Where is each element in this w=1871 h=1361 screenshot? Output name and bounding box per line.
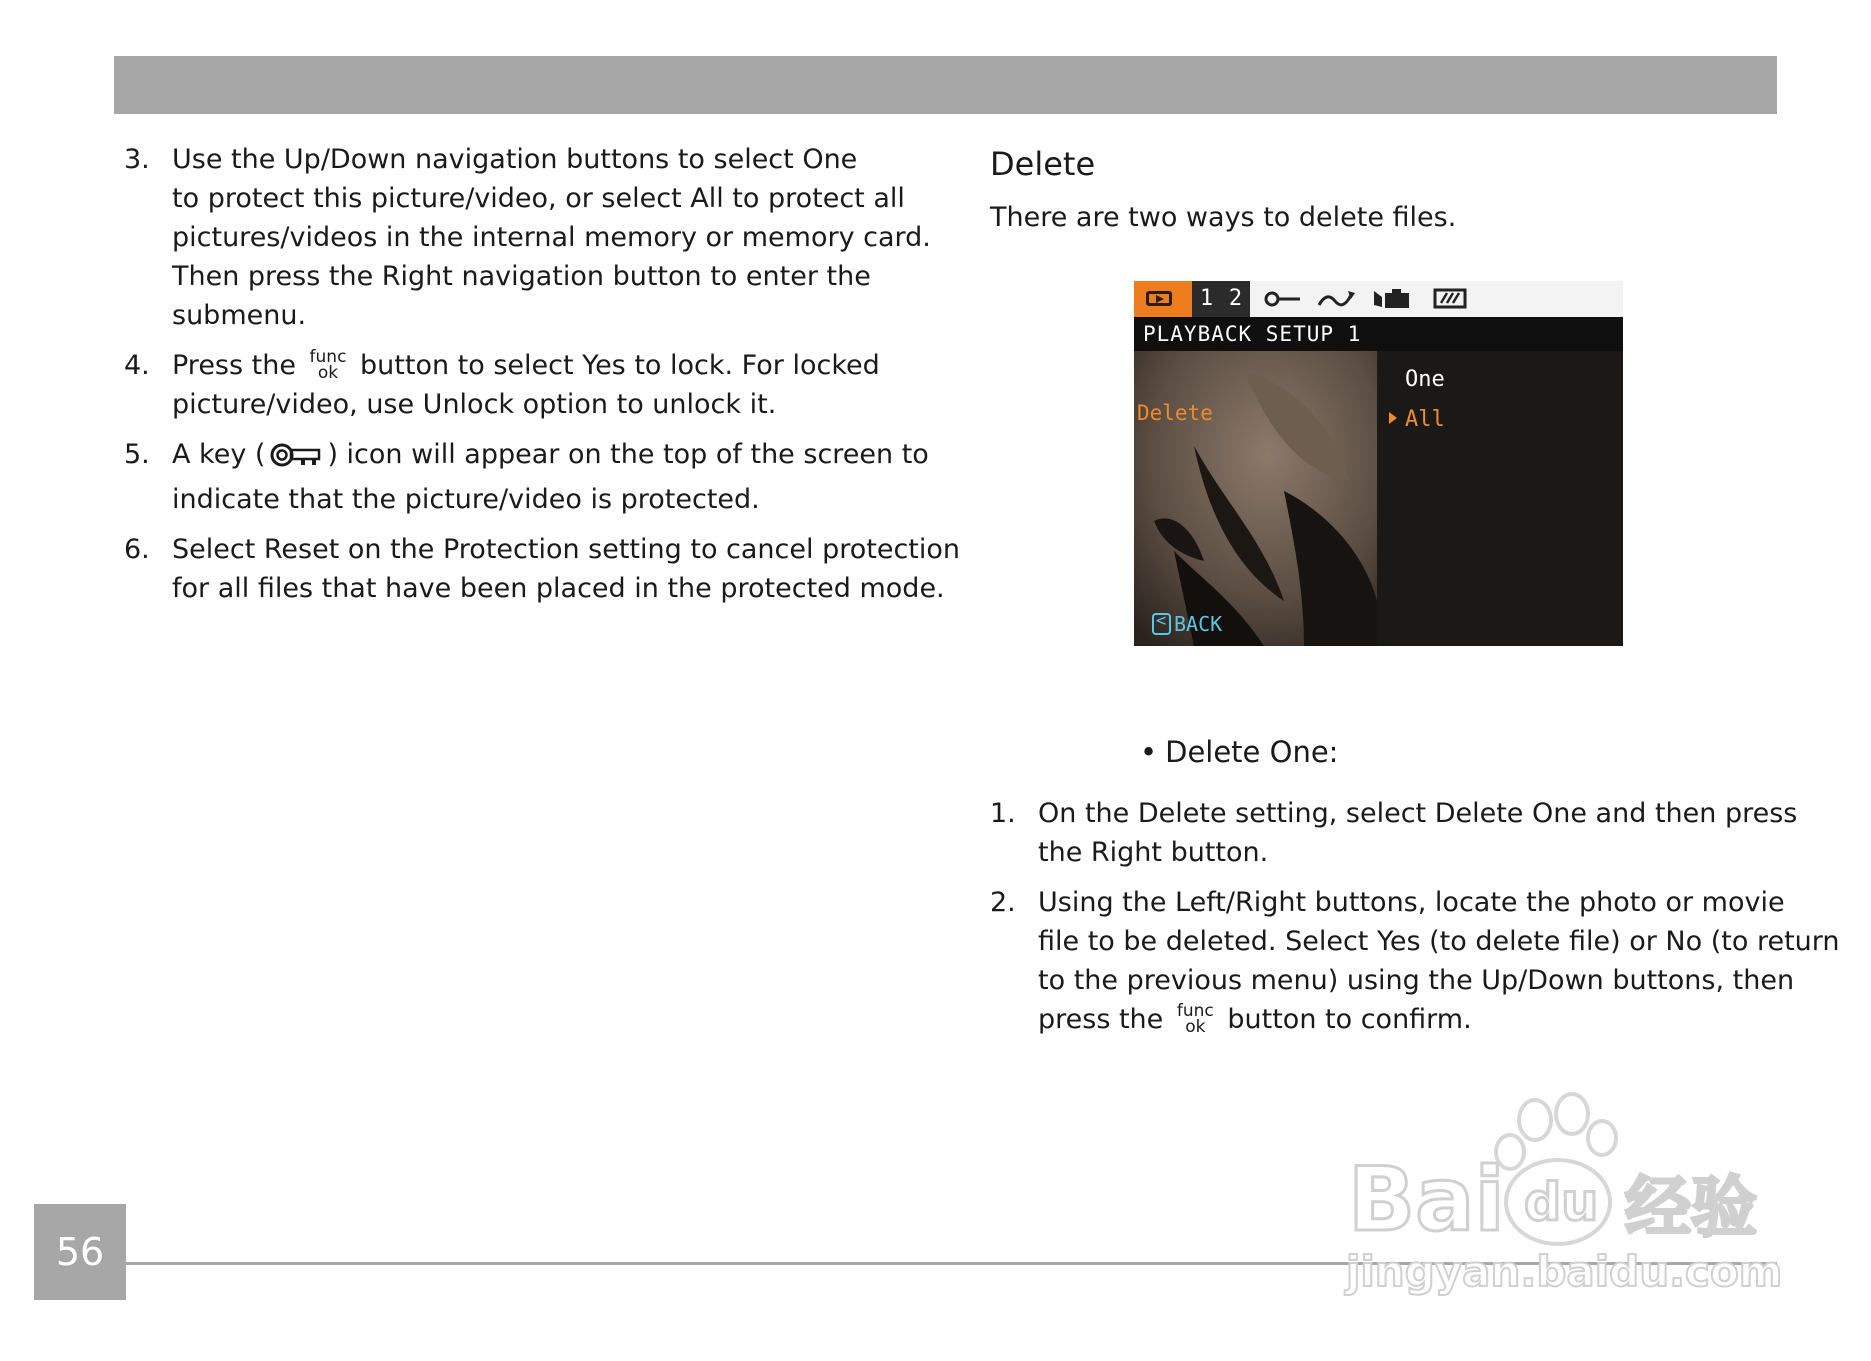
func-ok-top: func [1176,1001,1214,1021]
step-line: to protect this picture/video, or select All to protect all [172,183,905,214]
back-icon [1152,613,1171,635]
bullet-text: Delete One: [1165,735,1339,769]
screen-title: PLAYBACK SETUP 1 [1134,317,1623,351]
func-ok-icon [310,349,347,381]
key-icon [269,441,323,480]
step-number: 1. [990,798,1016,829]
camera-settings-icon [1372,285,1412,313]
back-control [1152,612,1222,636]
step-line: for all files that have been placed in the protected mode. [172,573,945,604]
right-column [990,140,1840,1050]
step-line: indicate that the picture/video is protected. [172,484,760,515]
step-line: submenu. [172,300,307,331]
step-text [172,140,931,335]
step-line [172,435,929,480]
playback-tab-icon [1134,281,1192,317]
delete-step-1 [990,794,1798,872]
header-bar [114,56,1777,114]
step-number: 3. [124,144,150,175]
background-photo [1134,351,1377,646]
tab-1: 1 [1192,281,1221,317]
left-column [124,140,961,619]
func-ok-bottom: ok [317,363,339,383]
camera-screen-illustration [1134,281,1623,646]
step-line [172,346,924,385]
step-text [1038,883,1840,1039]
step-line: picture/video, use Unlock option to unlock it. [172,389,777,420]
wrench-icon [1262,285,1302,313]
step-line: to the previous menu) using the Up/Down buttons, then [1038,965,1795,996]
step-number: 5. [124,439,150,470]
sound-icon [1317,285,1357,313]
baidu-watermark-logo [1340,1090,1780,1300]
option-all: All [1405,407,1445,432]
step-text-fragment: button to confirm. [1227,1004,1472,1035]
svg-text:du: du [1524,1173,1599,1233]
step-text-fragment: A key ( [172,439,266,470]
step-4 [124,346,924,424]
step-5 [124,435,929,519]
svg-text:jingyan.baidu.com: jingyan.baidu.com [1346,1247,1780,1296]
step-text [172,530,960,608]
step-number: 2. [990,887,1016,918]
section-title: Delete [990,145,1096,183]
menu-tab-bar [1134,281,1623,317]
svg-text:经验: 经验 [1625,1169,1757,1246]
delete-step-2 [990,883,1840,1039]
func-ok-bottom: ok [1185,1017,1206,1037]
memory-card-icon [1431,285,1471,313]
step-3 [124,140,931,335]
func-ok-icon [1177,1003,1214,1035]
tab-2: 2 [1221,281,1250,317]
step-line: Using the Left/Right buttons, locate the photo or movie [1038,887,1785,918]
step-number: 6. [124,534,150,565]
step-line: Select Reset on the Protection setting to cancel protection [172,534,961,565]
step-text-fragment: Press the [172,350,296,381]
step-line: pictures/videos in the internal memory or memory card. [172,222,931,253]
step-number: 4. [124,350,150,381]
option-one: One [1405,367,1445,392]
step-text [172,346,924,424]
back-label: BACK [1174,612,1223,636]
menu-item-delete: Delete [1137,401,1213,425]
step-text-fragment: press the [1038,1004,1164,1035]
step-line: Use the Up/Down navigation buttons to select One [172,144,858,175]
step-line: Then press the Right navigation button to enter the [172,261,871,292]
step-line: On the Delete setting, select Delete One and then press [1038,798,1798,829]
page-number: 56 [34,1204,126,1300]
step-6 [124,530,961,608]
step-line: file to be deleted. Select Yes (to delete file) or No (to return [1038,926,1840,957]
section-intro: There are two ways to delete files. [990,202,1457,233]
step-text-fragment: ) icon will appear on the top of the screen to [327,439,929,470]
step-line: the Right button. [1038,837,1269,868]
bullet-item [1140,732,1780,772]
step-text [1038,794,1797,872]
step-line [1038,1000,1840,1039]
step-text-fragment: button to select Yes to lock. For locked [360,350,880,381]
selection-arrow-icon [1389,412,1397,424]
func-ok-top: func [309,347,347,367]
step-text [172,435,929,519]
bullet-dot-icon: • [1140,735,1158,769]
svg-text:Bai: Bai [1348,1148,1505,1251]
